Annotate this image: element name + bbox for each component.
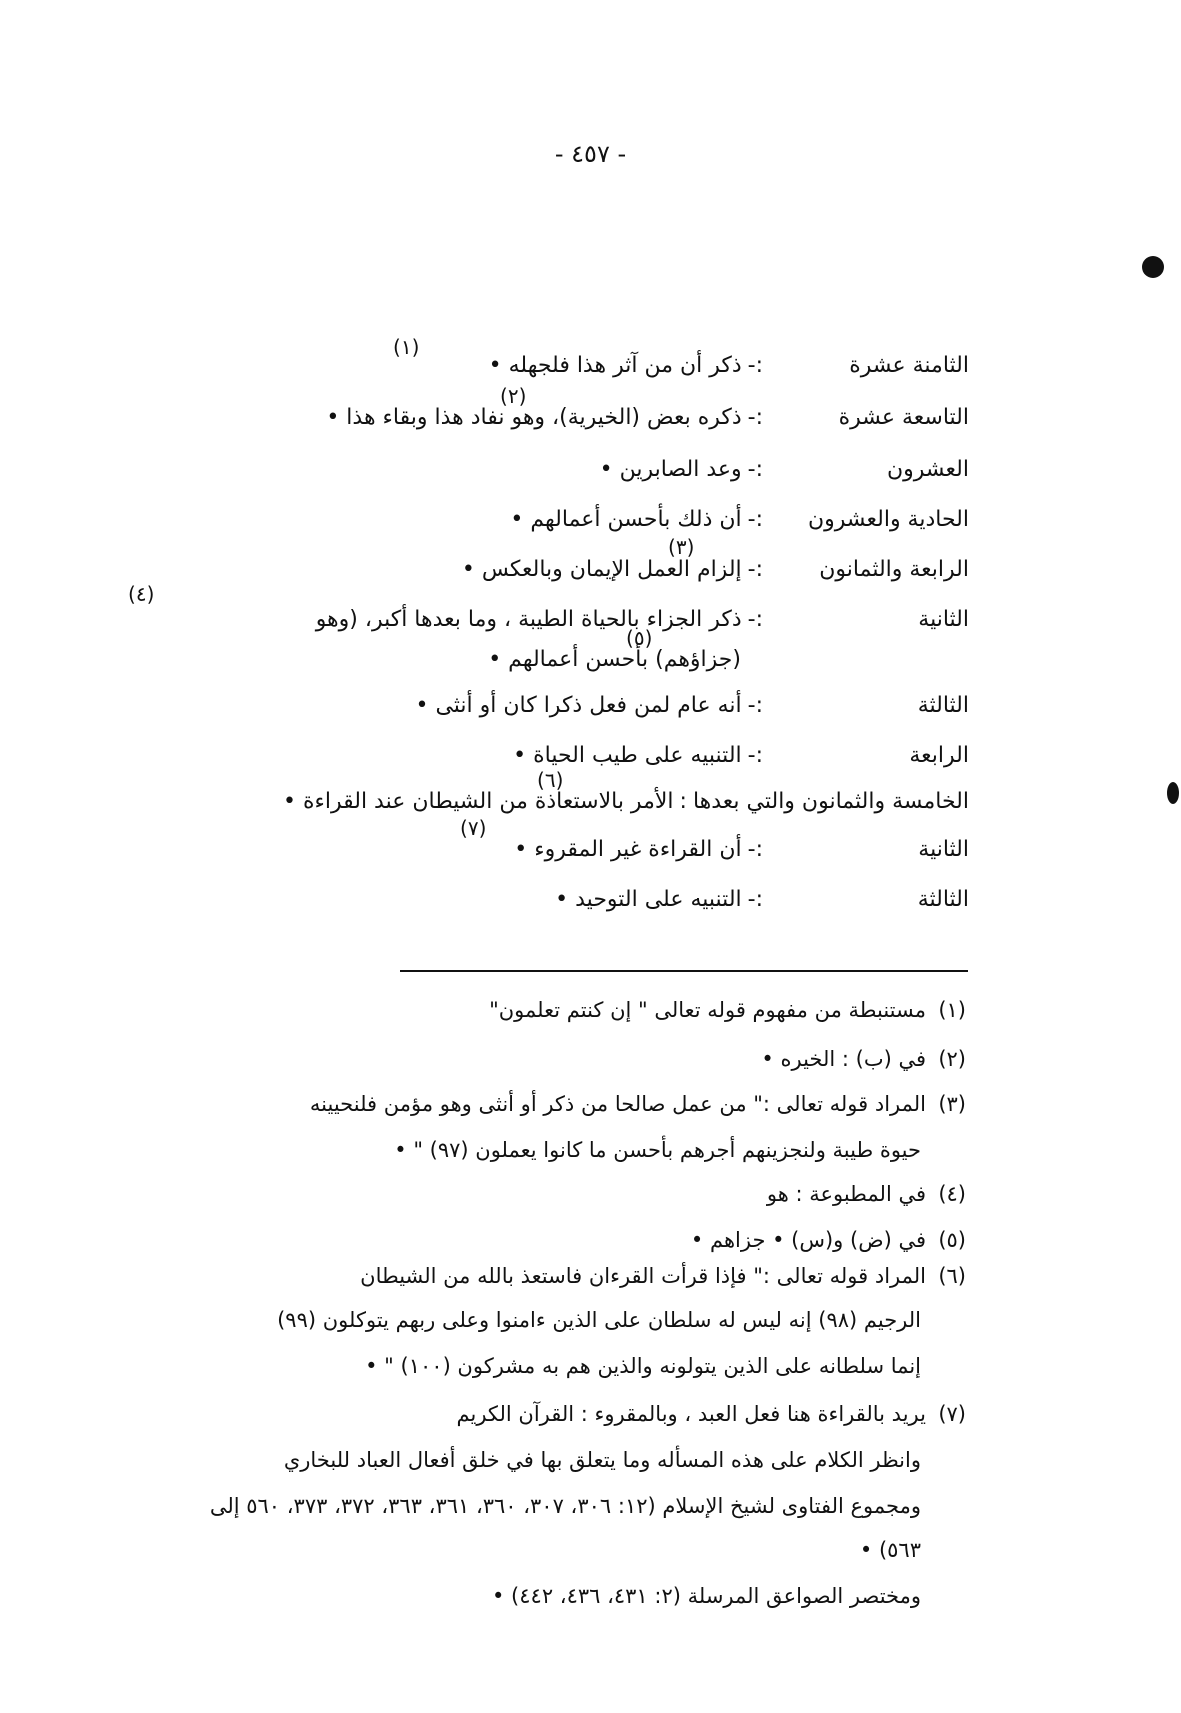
entry-separator: :- [747, 837, 763, 862]
entry-separator: :- [747, 405, 763, 430]
entry-text: أن القراءة غير المقروء • [514, 837, 742, 862]
page-number: - ٤٥٧ - [554, 140, 627, 168]
footnote-text: المراد قوله تعالى :" من عمل صالحا من ذكر أو أنثى وهو مؤمن فلنحيينه [309, 1092, 926, 1116]
footnote-number: (٥) [938, 1228, 966, 1252]
entry-line [283, 788, 969, 816]
footnote-number: (٧) [938, 1402, 966, 1426]
entry-text: التنبيه على طيب الحياة • [513, 743, 742, 768]
entry-line [489, 352, 969, 380]
footnote-ref: (٥) [626, 626, 653, 650]
entry-line [513, 742, 969, 770]
entry-separator: :- [747, 887, 763, 912]
footnote-continuation: ٥٦٣) • [859, 1538, 921, 1562]
entry-text: أنه عام لمن فعل ذكرا كان أو أنثى • [415, 693, 742, 718]
entry-text: الأمر بالاستعاذة من الشيطان عند القراءة • [283, 789, 674, 814]
footnote-ref: (٧) [460, 816, 487, 840]
entry-separator: :- [747, 507, 763, 532]
entry-text: وعد الصابرين • [599, 457, 742, 482]
footnote-number: (٢) [938, 1047, 966, 1071]
footnote-number: (٦) [938, 1264, 966, 1288]
footnote-text: المراد قوله تعالى :" فإذا قرأت القرءان فاستعذ بالله من الشيطان [360, 1264, 926, 1288]
entry-separator: :- [747, 557, 763, 582]
footnote-ref: (٦) [537, 768, 564, 792]
entry-label: التاسعة عشرة [838, 405, 969, 430]
entry-text: إلزام العمل الإيمان وبالعكس • [461, 557, 742, 582]
entry-label: الخامسة والثمانون والتي بعدها [692, 789, 969, 814]
margin-ink-mark [1142, 256, 1164, 278]
entry-label: الرابعة [909, 743, 969, 768]
footnote [767, 1180, 966, 1208]
entry-text: ذكره بعض (الخيرية)، وهو نفاد هذا وبقاء هذا • [326, 405, 742, 430]
footnote-continuation: ومختصر الصواعق المرسلة (٢: ٤٣١، ٤٣٦، ٤٤٢) • [492, 1584, 921, 1608]
entry-line [555, 886, 969, 914]
entry-line [488, 646, 741, 674]
entry-separator: : [679, 789, 687, 814]
entry-text: أن ذلك بأحسن أعمالهم • [510, 507, 742, 532]
footnote-ref: (٢) [500, 384, 527, 408]
entry-line [326, 404, 969, 432]
footnote-continuation: حيوة طيبة ولنجزينهم أجرهم بأحسن ما كانوا يعملون (٩٧) " • [394, 1138, 921, 1162]
footnote-continuation: ومجموع الفتاوى لشيخ الإسلام (١٢: ٣٠٦، ٣٠٧، ٣٦٠، ٣٦١، ٣٦٣، ٣٧٢، ٣٧٣، ٥٦٠ إلى [209, 1494, 921, 1518]
entry-separator: :- [747, 457, 763, 482]
footnote-text: في المطبوعة : هو [766, 1182, 926, 1206]
entry-line [462, 556, 969, 584]
entry-separator: :- [747, 607, 763, 632]
footnote-ref: (٤) [128, 582, 155, 606]
entry-label: الحادية والعشرون [807, 507, 969, 532]
entry-line [600, 456, 969, 484]
entry-separator: :- [747, 743, 763, 768]
footnote-ref: (٣) [668, 535, 695, 559]
footnote [457, 1400, 967, 1428]
footnote [360, 1262, 966, 1290]
entry-text: ذكر الجزاء بالحياة الطيبة ، وما بعدها أكبر، (وهو [315, 607, 742, 632]
footnote [761, 1045, 966, 1073]
entry-line [415, 692, 969, 720]
footnote-text: في (ب) : الخيره • [761, 1047, 926, 1071]
footnote [691, 1226, 966, 1254]
entry-label: الرابعة والثمانون [819, 557, 969, 582]
footnote-divider [400, 970, 968, 972]
entry-separator: :- [747, 353, 763, 378]
entry-label: الثامنة عشرة [849, 353, 969, 378]
footnote-continuation: الرجيم (٩٨) إنه ليس له سلطان على الذين ءامنوا وعلى ربهم يتوكلون (٩٩) [277, 1308, 921, 1332]
footnote [310, 1090, 966, 1118]
footnote-ref: (١) [393, 335, 420, 359]
footnote-continuation: وانظر الكلام على هذه المسأله وما يتعلق بها في خلق أفعال العباد للبخاري [283, 1448, 921, 1472]
entry-separator: :- [747, 693, 763, 718]
entry-label: الثالثة [917, 693, 969, 718]
entry-line [514, 836, 969, 864]
footnote [489, 996, 966, 1024]
margin-ink-mark [1167, 782, 1179, 804]
entry-text: ذكر أن من آثر هذا فلجهله • [488, 353, 742, 378]
entry-label: الثانية [918, 607, 969, 632]
entry-line [510, 506, 969, 534]
entry-label: الثالثة [917, 887, 969, 912]
footnote-number: (٣) [938, 1092, 966, 1116]
entry-label: الثانية [918, 837, 969, 862]
entry-label: العشرون [887, 457, 969, 482]
footnote-text: يريد بالقراءة هنا فعل العبد ، وبالمقروء : القرآن الكريم [456, 1402, 926, 1426]
footnote-continuation: إنما سلطانه على الذين يتولونه والذين هم به مشركون (١٠٠) " • [365, 1354, 921, 1378]
footnote-text: مستنبطة من مفهوم قوله تعالى " إن كنتم تعلمون" [489, 998, 926, 1022]
entry-text: التنبيه على التوحيد • [555, 887, 742, 912]
footnote-number: (١) [938, 998, 966, 1022]
footnote-number: (٤) [938, 1182, 966, 1206]
footnote-text: في (ض) و(س) • جزاهم • [690, 1228, 926, 1252]
entry-text: (جزاؤهم) بأحسن أعمالهم • [488, 647, 741, 672]
